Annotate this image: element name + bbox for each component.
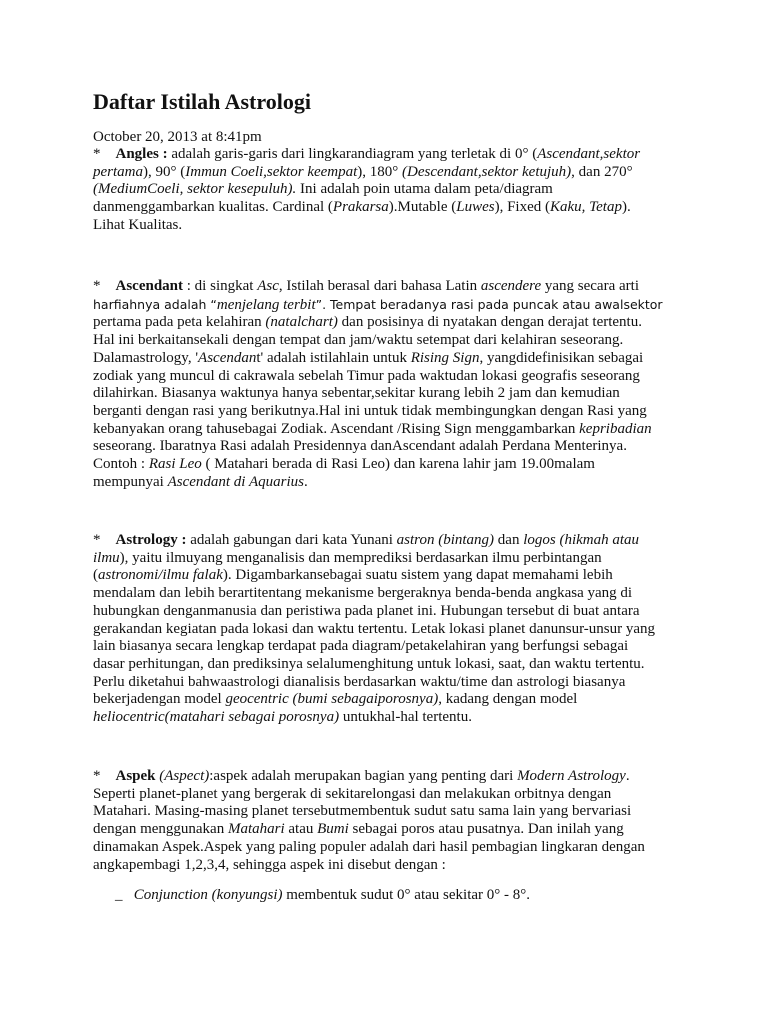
italic-text: ascendere xyxy=(480,278,542,294)
text: dasar perhitungan, dan prediksinya selalumenghitung untuk lokasi, saat, dan waktu tertentu. xyxy=(93,655,645,672)
text: Seperti planet-planet yang bergerak di sekitarelongasi dan melakukan orbitnya dengan xyxy=(93,785,612,802)
text: Dalamastrology, ' xyxy=(93,349,199,366)
text: . xyxy=(625,768,630,784)
text: Hal ini berkaitansekali dengan tempat dan jam/waktu setempat dari kelahiran seseorang. xyxy=(93,332,624,349)
italic-text: (Descendant,sektor ketujuh) xyxy=(402,163,572,180)
term-aspek: Aspek xyxy=(115,768,156,784)
text: adalah gabungan dari kata Yunani xyxy=(186,532,397,548)
bullet-star: * xyxy=(93,278,101,294)
italic-text: geocentric (bumi sebagaiporosnya) xyxy=(225,691,439,708)
list-item-conjunction xyxy=(115,886,530,904)
term-angles: Angles : xyxy=(115,146,168,162)
text: yang secara arti xyxy=(541,278,639,294)
text: berganti dengan rasi yang berikutnya.Hal ini untuk tidak membingungkan dengan Rasi yang xyxy=(93,402,647,419)
text: , dan 270° xyxy=(571,163,633,180)
text: t' adalah istilahlain untuk xyxy=(256,349,411,366)
italic-text: menjelang terbit xyxy=(216,296,316,313)
italic-text: Conjunction (konyungsi) xyxy=(133,887,283,903)
italic-text: heliocentric(matahari sebagai porosnya) xyxy=(93,709,340,726)
italic-text: Ascendant di Aquarius xyxy=(167,473,304,490)
text: Matahari. Masing-masing planet tersebutmembentuk sudut satu sama lain yang bervariasi xyxy=(93,803,632,820)
italic-text: (MediumCoeli, sektor kesepuluh). xyxy=(93,181,297,198)
italic-text: Ascendant,sektor xyxy=(537,146,641,162)
post-date: October 20, 2013 at 8:41pm xyxy=(93,129,262,145)
italic-text: Ascendan xyxy=(198,349,257,366)
text: Contoh : xyxy=(93,456,149,473)
text: lain biasanya secara lengkap terdapat pada diagram/petakelahiran yang berfungsi sebagai xyxy=(93,638,629,655)
italic-text: astronomi/ilmu falak xyxy=(98,567,223,584)
italic-text: ilmu xyxy=(93,549,120,566)
text: atau xyxy=(284,821,318,838)
italic-text: kepribadian xyxy=(579,420,652,437)
text: :aspek adalah merupakan bagian yang penting dari xyxy=(209,768,518,784)
text: bekerjadengan model xyxy=(93,691,226,708)
text: ). xyxy=(621,199,631,216)
italic-text: Luwes xyxy=(456,199,495,216)
text: , yangdidefinisikan sebagai xyxy=(479,349,644,366)
italic-text: logos (hikmah atau xyxy=(523,532,640,548)
text: angkapembagi 1,2,3,4, sehingga aspek ini disebut dengan : xyxy=(93,856,446,873)
term-astrology: Astrology : xyxy=(115,532,187,548)
text: sebagai poros atau pusatnya. Dan inilah yang xyxy=(348,821,624,838)
text: ), 90° ( xyxy=(143,163,186,180)
italic-text: astron (bintang) xyxy=(396,532,495,548)
text: . xyxy=(303,473,308,490)
text: harfiahnya adalah “ xyxy=(93,296,217,312)
paragraph-aspek xyxy=(93,768,693,874)
text: ), yaitu ilmuyang menganalisis dan memprediksi berdasarkan ilmu perbintangan xyxy=(119,549,602,566)
text: Lihat Kualitas. xyxy=(93,216,183,233)
text: ( Matahari berada di Rasi Leo) dan karena lahir jam 19.00malam xyxy=(201,456,595,473)
italic-text: Modern Astrology xyxy=(517,768,626,784)
text: pertama pada peta kelahiran xyxy=(93,314,266,331)
italic-text: (Aspect) xyxy=(155,768,210,784)
text: seseorang. Ibaratnya Rasi adalah Presidennya danAscendant adalah Perdana Menterinya. xyxy=(93,438,627,455)
text: dilahirkan. Biasanya waktunya hanya sebentar,sekitar kurang lebih 2 jam dan kemudian xyxy=(93,385,620,402)
text: untukhal-hal tertentu. xyxy=(339,709,472,726)
italic-text: Bumi xyxy=(317,821,349,838)
text: Perlu diketahui bahwaastrologi dianalisis berdasarkan waktu/time dan astrologi biasanya xyxy=(93,673,626,690)
italic-text: (natalchart) xyxy=(265,314,338,331)
text: ).Mutable ( xyxy=(388,199,457,216)
text: ), Fixed ( xyxy=(494,199,551,216)
text: , kadang dengan model xyxy=(438,691,578,708)
text: membentuk sudut 0° atau sekitar 0° - 8°. xyxy=(282,887,531,903)
text: hubungkan denganmanusia dan peristiwa pada planet ini. Hubungan tersebut di buat antara xyxy=(93,602,640,619)
text: adalah garis-garis dari lingkarandiagram yang terletak di 0° ( xyxy=(167,146,538,162)
italic-text: Immun Coeli,sektor keempat xyxy=(185,163,358,180)
bullet-star: * xyxy=(93,146,101,162)
term-ascendant: Ascendant xyxy=(115,278,184,294)
text: ( xyxy=(93,567,98,584)
page-title: Daftar Istilah Astrologi xyxy=(93,89,311,114)
italic-text: pertama xyxy=(93,163,143,180)
text: ), 180° xyxy=(357,163,403,180)
text: ). Digambarkansebagai suatu sistem yang dapat memahami lebih xyxy=(222,567,613,584)
italic-text: Prakarsa xyxy=(332,199,389,216)
text: zodiak yang muncul di cakrawala sebelah Timur pada waktudan lokasi geografis seseorang xyxy=(93,367,640,384)
paragraph-astrology xyxy=(93,532,693,727)
text: Ini adalah poin utama dalam peta/diagram xyxy=(296,181,553,198)
italic-text: Rasi Leo xyxy=(148,456,202,473)
bullet-star: * xyxy=(93,768,101,784)
paragraph-angles xyxy=(93,146,693,235)
paragraph-ascendant xyxy=(93,278,693,491)
text: mendalam dan lebih berartitentang mekanisme bergeraknya benda-benda angkasa yang di xyxy=(93,585,633,602)
text: , Istilah berasal dari bahasa Latin xyxy=(278,278,481,294)
italic-text: Asc xyxy=(257,278,279,294)
text: gerakandan kegiatan pada lokasi dan waktu tertentu. Letak lokasi planet danunsur-unsur yang xyxy=(93,620,656,637)
italic-text: Rising Sign xyxy=(410,349,480,366)
text: mempunyai xyxy=(93,473,168,490)
bullet-star: * xyxy=(93,532,101,548)
italic-text: Kaku, Tetap xyxy=(550,199,622,216)
list-marker: _ xyxy=(115,887,123,903)
text: dengan menggunakan xyxy=(93,821,228,838)
text: : di singkat xyxy=(183,278,258,294)
text: dan xyxy=(494,532,524,548)
text: kebanyakan orang tahusebagai Zodiak. Ascendant /Rising Sign menggambarkan xyxy=(93,420,580,437)
text: ”. Tempat beradanya rasi pada puncak atau awalsektor xyxy=(315,296,663,312)
text: dinamakan Aspek.Aspek yang paling populer adalah dari hasil pembagian lingkaran dengan xyxy=(93,838,645,855)
italic-text: Matahari xyxy=(227,821,285,838)
text: danmenggambarkan kualitas. Cardinal ( xyxy=(93,199,333,216)
text: dan posisinya di nyatakan dengan derajat tertentu. xyxy=(337,314,642,331)
